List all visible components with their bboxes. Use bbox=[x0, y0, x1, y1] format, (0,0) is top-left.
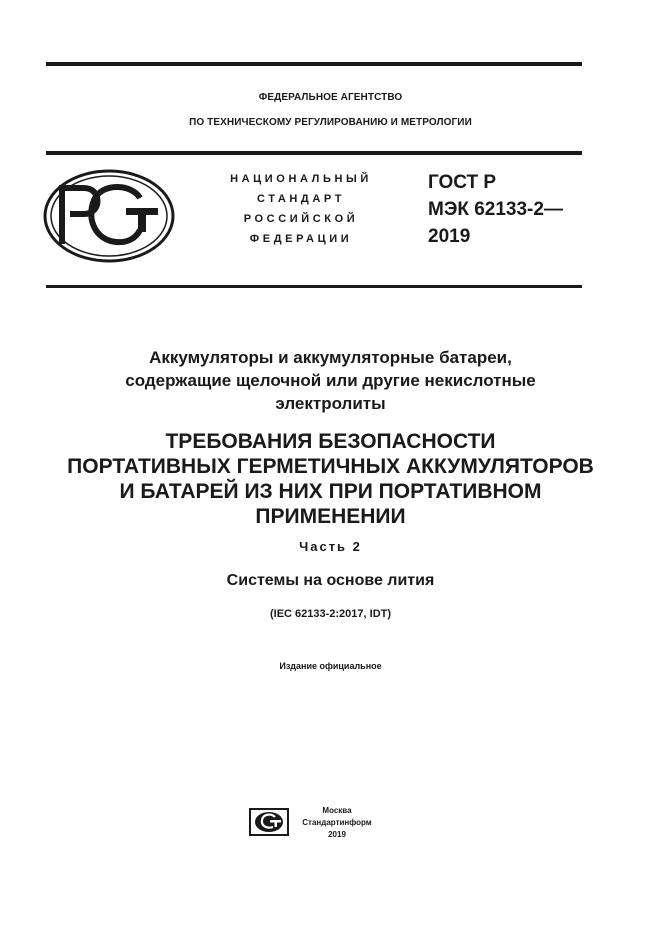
agency-name-line-2: ПО ТЕХНИЧЕСКОМУ РЕГУЛИРОВАНИЮ И МЕТРОЛОГИИ bbox=[189, 117, 472, 128]
publisher-name: Стандартинформ bbox=[302, 818, 372, 827]
subtitle-line-3: электролиты bbox=[275, 394, 386, 413]
subtitle-line-1: Аккумуляторы и аккумуляторные батареи, bbox=[149, 348, 512, 367]
main-title-line-2: ПОРТАТИВНЫХ ГЕРМЕТИЧНЫХ АККУМУЛЯТОРОВ bbox=[67, 455, 594, 478]
system-title: Системы на основе лития bbox=[226, 572, 435, 589]
edition-label: Издание официальное bbox=[279, 661, 382, 671]
rst-certification-mark-icon bbox=[42, 168, 176, 264]
national-standard-line-1: НАЦИОНАЛЬНЫЙ bbox=[230, 173, 372, 185]
national-standard-line-4: ФЕДЕРАЦИИ bbox=[249, 233, 353, 245]
standard-designation-line-3: 2019 bbox=[428, 226, 471, 247]
top-rule bbox=[46, 62, 582, 66]
subtitle-line-2: содержащие щелочной или другие некислотные bbox=[125, 371, 536, 390]
publisher-city: Москва bbox=[322, 806, 352, 815]
standard-designation-line-2: МЭК 62133-2— bbox=[428, 199, 563, 220]
iec-reference: (IEC 62133-2:2017, IDT) bbox=[269, 608, 392, 620]
national-standard-line-2: СТАНДАРТ bbox=[256, 193, 346, 205]
part-number: Часть 2 bbox=[299, 539, 362, 554]
main-title-line-4: ПРИМЕНЕНИИ bbox=[255, 505, 406, 528]
standartinform-logo-icon bbox=[249, 808, 289, 836]
publisher-year: 2019 bbox=[328, 830, 346, 839]
header-rule bbox=[46, 151, 582, 155]
agency-name-line-1: ФЕДЕРАЛЬНОЕ АГЕНТСТВО bbox=[258, 92, 403, 103]
main-title-line-3: И БАТАРЕЙ ИЗ НИХ ПРИ ПОРТАТИВНОМ bbox=[119, 480, 542, 503]
national-standard-line-3: РОССИЙСКОЙ bbox=[243, 213, 359, 225]
standard-designation-line-1: ГОСТ Р bbox=[428, 172, 497, 193]
header-bottom-rule bbox=[46, 285, 582, 288]
main-title-line-1: ТРЕБОВАНИЯ БЕЗОПАСНОСТИ bbox=[165, 430, 496, 453]
